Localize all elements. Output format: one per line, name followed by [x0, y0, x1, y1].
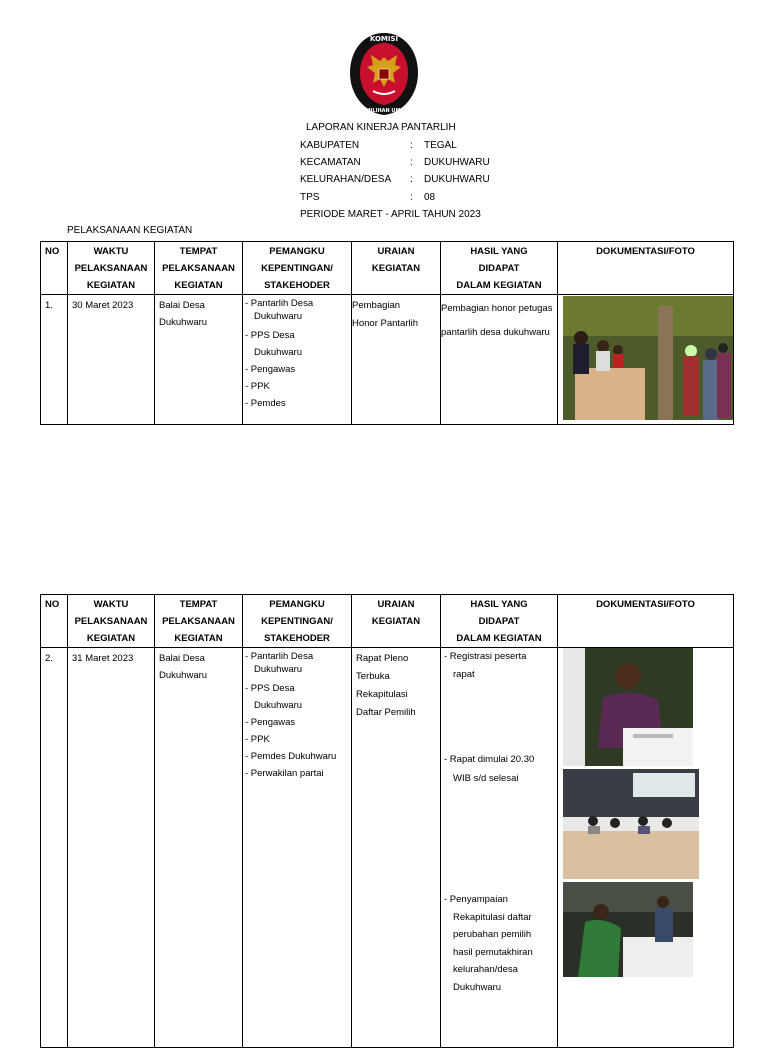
col-tempat-header: TEMPAT PELAKSANAAN KEGIATAN — [155, 242, 243, 295]
header-colon: : — [410, 157, 413, 168]
list-item: - PPK — [245, 734, 270, 745]
row-tempat: Balai Desa Dukuhwaru — [159, 300, 208, 328]
header-colon: : — [410, 192, 413, 203]
col-uraian-header: URAIAN KEGIATAN — [352, 242, 441, 295]
row-waktu: 30 Maret 2023 — [72, 300, 134, 311]
section-title: PELAKSANAAN KEGIATAN — [67, 225, 193, 236]
periode-text: PERIODE MARET - APRIL TAHUN 2023 — [300, 209, 481, 220]
header-colon: : — [410, 140, 413, 151]
list-item: - PPS Desa — [245, 683, 295, 694]
list-item: - PPK — [245, 381, 270, 392]
list-item: - Pemdes — [245, 398, 286, 409]
row-no: 1. — [45, 300, 53, 311]
list-item: - Pantarlih Desa Dukuhwaru — [245, 298, 314, 322]
table-header-row — [41, 595, 734, 648]
report-title: LAPORAN KINERJA PANTARLIH — [306, 122, 456, 133]
col-uraian-header: URAIAN KEGIATAN — [352, 595, 441, 648]
header-value: 08 — [424, 192, 436, 203]
col-tempat-header: TEMPAT PELAKSANAAN KEGIATAN — [155, 595, 243, 648]
col-hasil-header: HASIL YANG DIDAPAT DALAM KEGIATAN — [441, 242, 558, 295]
row-no: 2. — [45, 653, 53, 664]
col-waktu-header: WAKTU PELAKSANAAN KEGIATAN — [68, 242, 155, 295]
list-item: - Pemdes Dukuhwaru — [245, 751, 337, 762]
list-item: - Pengawas — [245, 364, 296, 375]
row-uraian: Rapat Pleno Terbuka Rekapitulasi Daftar Pemilih — [356, 653, 416, 718]
header-label: KECAMATAN — [300, 157, 361, 168]
header-value: DUKUHWARU — [424, 157, 490, 168]
list-item: Dukuhwaru — [254, 347, 303, 358]
row-uraian: Pembagian Honor Pantarlih — [352, 300, 419, 329]
logo-bottom-text: PEMILIHAN UMUM — [358, 108, 410, 114]
table-header-row — [41, 242, 734, 295]
documentation-photo — [563, 648, 693, 766]
photo-column — [558, 648, 733, 1038]
hasil-item: - Rapat dimulai 20.30 WIB s/d selesai — [444, 754, 535, 784]
col-no-header: NO — [41, 595, 68, 648]
col-pemangku-header: PEMANGKU KEPENTINGAN/ STAKEHODER — [243, 595, 352, 648]
table-row — [41, 295, 734, 425]
header-value: TEGAL — [424, 140, 457, 151]
list-item: Dukuhwaru — [254, 700, 303, 711]
header-value: DUKUHWARU — [424, 174, 490, 185]
hasil-item: - Registrasi peserta rapat — [444, 651, 527, 680]
row-hasil: Pembagian honor petugas pantarlih desa dukuhwaru — [441, 303, 553, 338]
list-item: - PPS Desa — [245, 330, 295, 341]
documentation-photo — [563, 296, 733, 420]
header-label: KELURAHAN/DESA — [300, 174, 392, 185]
row-hasil — [441, 648, 557, 1038]
logo-top-text: KOMISI — [369, 35, 399, 43]
kpu-logo — [347, 31, 421, 117]
stakeholder-list — [243, 295, 351, 412]
col-hasil-header: HASIL YANG DIDAPAT DALAM KEGIATAN — [441, 595, 558, 648]
col-foto-header: DOKUMENTASI/FOTO — [558, 595, 734, 648]
header-label: TPS — [300, 192, 320, 203]
col-pemangku-header: PEMANGKU KEPENTINGAN/ STAKEHODER — [243, 242, 352, 295]
col-foto-header: DOKUMENTASI/FOTO — [558, 242, 734, 295]
documentation-photo — [563, 769, 699, 879]
documentation-photo — [563, 882, 693, 977]
header-label: KABUPATEN — [300, 140, 360, 151]
row-tempat: Balai Desa Dukuhwaru — [159, 653, 208, 681]
hasil-item: - Penyampaian Rekapitulasi daftar perubahan pemilih hasil pemutakhiran kelurahan/desa Dukuhwaru — [444, 894, 533, 993]
col-no-header: NO — [41, 242, 68, 295]
activity-table-2 — [40, 594, 734, 1048]
list-item: - Pantarlih Desa Dukuhwaru — [245, 651, 314, 675]
row-waktu: 31 Maret 2023 — [72, 653, 134, 664]
stakeholder-list — [243, 648, 351, 782]
header-colon: : — [410, 174, 413, 185]
list-item: - Pengawas — [245, 717, 296, 728]
list-item: - Perwakilan partai — [245, 768, 324, 779]
activity-table-1 — [40, 241, 734, 425]
col-waktu-header: WAKTU PELAKSANAAN KEGIATAN — [68, 595, 155, 648]
table-row — [41, 648, 734, 1048]
